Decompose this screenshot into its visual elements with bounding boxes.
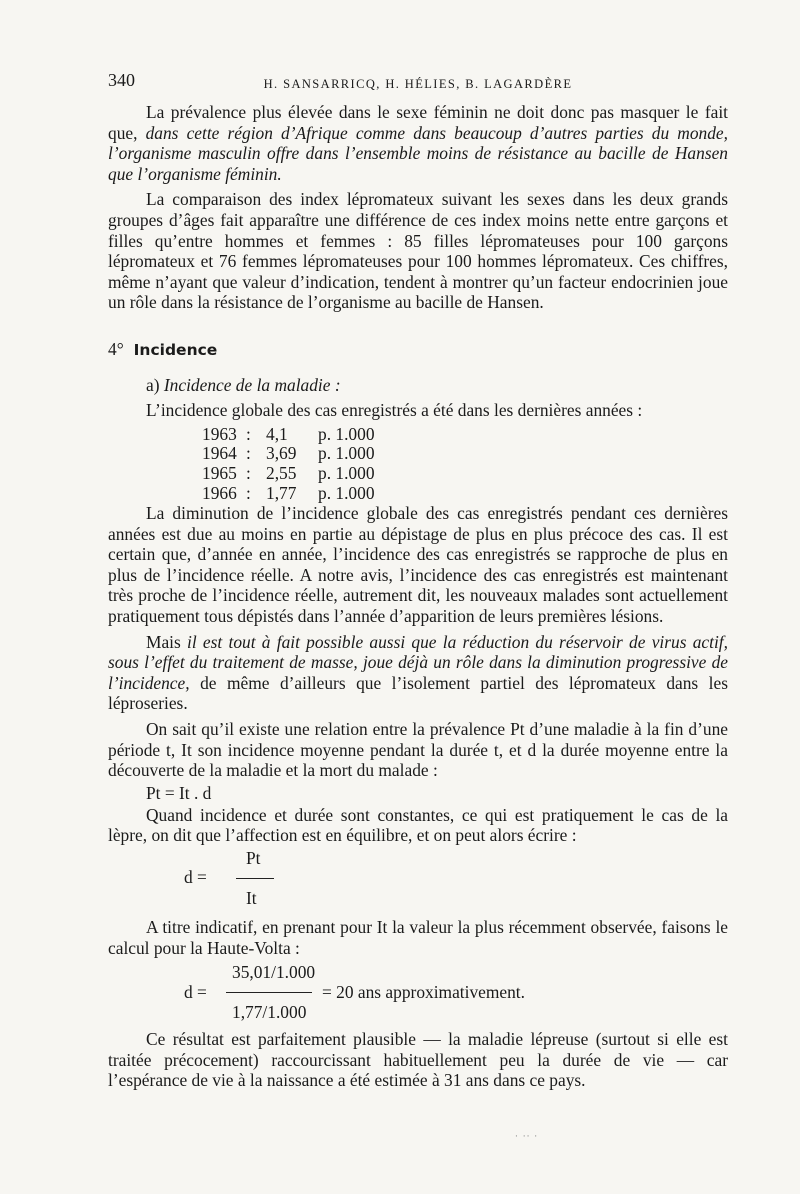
table-cell-unit: p. 1.000 xyxy=(318,482,375,503)
table-row xyxy=(202,425,375,445)
paragraph-5-text-end: de même d’ailleurs que l’isolement partiel des lépromateux dans les léproseries. xyxy=(108,672,728,714)
table-cell-unit: p. 1.000 xyxy=(318,423,375,444)
table-cell-colon: : xyxy=(246,482,251,503)
table-cell-value: 3,69 xyxy=(266,443,297,464)
subsection-label: a) xyxy=(146,374,160,395)
paragraph-1-text: La prévalence plus élevée dans le sexe féminin ne doit donc pas masquer le fait que, xyxy=(108,102,728,143)
paragraph-4: La diminution de l’incidence globale des cas enregistrés pendant ces dernières années est due au moins en partie au dépistage de plus en plus précoce des cas. Il est certain que, d’année en année, l’incidence des cas enregistrés se rapproche de plus en plus de l’incidence réelle. A notre avis, l’incidence des cas enregistrés est maintenant très proche de l’incidence réelle, autrement dit, les nouveaux malades sont actuellement pratiquement tous dépistés dans l’année d’apparition de leurs premières lésions. xyxy=(108,503,728,627)
section-heading xyxy=(108,339,728,361)
table-cell-year: 1964 xyxy=(202,443,237,464)
page-header xyxy=(108,62,728,91)
document-page xyxy=(108,62,728,1091)
formula-lhs: d = xyxy=(184,982,207,1003)
table-row xyxy=(202,484,375,504)
table-cell-colon: : xyxy=(246,443,251,464)
table-row xyxy=(202,444,375,464)
table-cell-value: 1,77 xyxy=(266,482,297,503)
formula-numerator: 35,01/1.000 xyxy=(232,962,316,983)
formula-numerator: Pt xyxy=(246,848,261,868)
table-cell-year: 1966 xyxy=(202,482,237,503)
subsection-heading xyxy=(146,375,728,396)
paragraph-1 xyxy=(108,102,728,184)
paragraph-1-italic: dans cette région d’Afrique comme dans beaucoup d’autres parties du monde, l’organisme masculin offre dans l’ensemble moins de résistance au bacille de Hansen que l’organisme féminin. xyxy=(108,122,728,184)
paragraph-6: On sait qu’il existe une relation entre la prévalence Pt d’une maladie à la fin d’une période t, It son incidence moyenne pendant la durée t, et d la durée moyenne entre la découverte de la maladie et la mort du malade : xyxy=(108,719,728,781)
paragraph-5 xyxy=(108,632,728,714)
section-number: 4° xyxy=(108,338,124,359)
scan-mark: · ·· · xyxy=(515,1132,539,1142)
running-head: H. SANSARRICQ, H. HÉLIES, B. LAGARDÈRE xyxy=(263,77,573,91)
incidence-table xyxy=(202,425,375,503)
table-cell-unit: p. 1.000 xyxy=(318,443,375,464)
paragraph-2: La comparaison des index lépromateux suivant les sexes dans les deux grands groupes d’âges fait apparaître une différence de ces index moins nette entre garçons et filles qu’entre hommes et femmes : 85 filles lépromateuses pour 100 garçons lépromateux et 76 femmes lépromateuses pour 100 hommes lépromateux. Ces chiffres, même n’ayant que valeur d’indication, tendent à montrer qu’un facteur endocrinien joue un rôle dans la résistance de l’organisme au bacille de Hansen. xyxy=(108,189,728,313)
page-number: 340 xyxy=(108,70,135,90)
formula-calculation xyxy=(108,962,728,1024)
fraction-bar xyxy=(236,878,274,879)
table-row xyxy=(202,464,375,484)
formula-duration xyxy=(108,848,728,912)
paragraph-5-text-start: Mais xyxy=(146,631,188,652)
paragraph-9: Ce résultat est parfaitement plausible — la maladie lépreuse (surtout si elle est traitée précocement) raccourcissant habituellement peu la durée de vie — car l’espérance de vie à la naissance a été estimée à 31 ans dans ce pays. xyxy=(108,1029,728,1091)
formula-denominator: 1,77/1.000 xyxy=(232,1002,307,1023)
formula-prevalence: Pt = It . d xyxy=(146,782,212,803)
fraction-bar xyxy=(226,992,312,993)
paragraph-8: A titre indicatif, en prenant pour It la valeur la plus récemment observée, faisons le calcul pour la Haute-Volta : xyxy=(108,917,728,958)
formula-lhs: d = xyxy=(184,867,207,887)
paragraph-7: Quand incidence et durée sont constantes, ce qui est pratiquement le cas de la lèpre, on dit que l’affection est en équilibre, et on peut alors écrire : xyxy=(108,804,728,846)
formula-denominator: It xyxy=(246,888,257,908)
table-cell-value: 4,1 xyxy=(266,423,288,444)
formula-result: = 20 ans approximativement. xyxy=(322,982,525,1003)
table-cell-colon: : xyxy=(246,462,251,483)
table-cell-year: 1965 xyxy=(202,462,237,483)
table-cell-year: 1963 xyxy=(202,423,237,444)
table-cell-unit: p. 1.000 xyxy=(318,462,375,483)
table-cell-colon: : xyxy=(246,423,251,444)
section-title: Incidence xyxy=(133,340,218,359)
paragraph-5-italic: il est tout à fait possible aussi que la réduction du réservoir de virus actif, sous l’effet du traitement de masse, joue déjà un rôle dans la diminution progressive de l’incidence, xyxy=(108,631,728,693)
subsection-title: Incidence de la maladie : xyxy=(163,374,341,395)
table-cell-value: 2,55 xyxy=(266,462,297,483)
paragraph-3: L’incidence globale des cas enregistrés a été dans les dernières années : xyxy=(146,400,643,421)
